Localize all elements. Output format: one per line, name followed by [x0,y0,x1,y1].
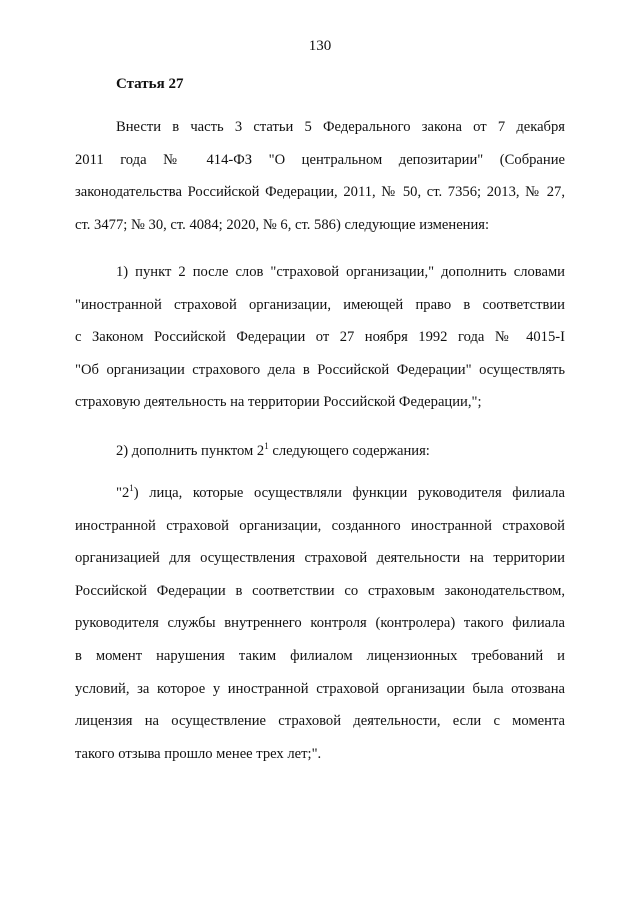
text-segment: ) лица, которые осуществляли функции руководителя филиала [133,485,565,501]
text-line: Российской Федерации в соответствии со страховым законодательством, [75,582,565,599]
text-segment: "2 [116,485,130,501]
text-line: страховую деятельность на территории Российской Федерации,"; [75,394,482,411]
article-heading: Статья 27 [116,76,184,92]
text-line: 2011 года № 414-ФЗ "О центральном депозитарии" (Собрание [75,151,565,168]
text-line: "иностранной страховой организации, имеющей право в соответствии [75,296,565,313]
page-number: 130 [308,38,332,54]
superscript: 1 [129,483,134,493]
text-line: 1) пункт 2 после слов "страховой организации," дополнить словами [116,264,565,280]
paragraph-item-2 [75,435,565,468]
paragraph-item-1 [75,256,565,419]
text-line [75,477,565,510]
text-line: Внести в часть 3 статьи 5 Федерального закона от 7 декабря [116,119,565,135]
text-line: организацией для осуществления страховой деятельности на территории [75,550,565,567]
superscript: 1 [264,441,269,451]
text-line: в момент нарушения таким филиалом лицензионных требований и [75,647,565,664]
text-line: лицензия на осуществление страховой деятельности, если с момента [75,713,565,730]
paragraph-new-item [75,477,565,770]
text-line: такого отзыва прошло менее трех лет;". [75,745,322,762]
text-line: ст. 3477; № 30, ст. 4084; 2020, № 6, ст. 586) следующие изменения: [75,216,490,233]
paragraph-intro [75,111,565,241]
text-line [75,435,565,468]
text-line: руководителя службы внутреннего контроля (контролера) такого филиала [75,615,565,632]
text-line: законодательства Российской Федерации, 2011, № 50, ст. 7356; 2013, № 27, [75,184,565,201]
text-line: условий, за которое у иностранной страховой организации была отозвана [75,680,565,697]
text-segment: 2) дополнить пунктом 2 [116,443,265,459]
text-segment: следующего содержания: [268,443,430,459]
text-line: иностранной страховой организации, созданного иностранной страховой [75,517,565,534]
text-line: "Об организации страхового дела в Российской Федерации" осуществлять [75,361,565,378]
text-line: с Законом Российской Федерации от 27 ноября 1992 года № 4015-I [75,329,565,346]
